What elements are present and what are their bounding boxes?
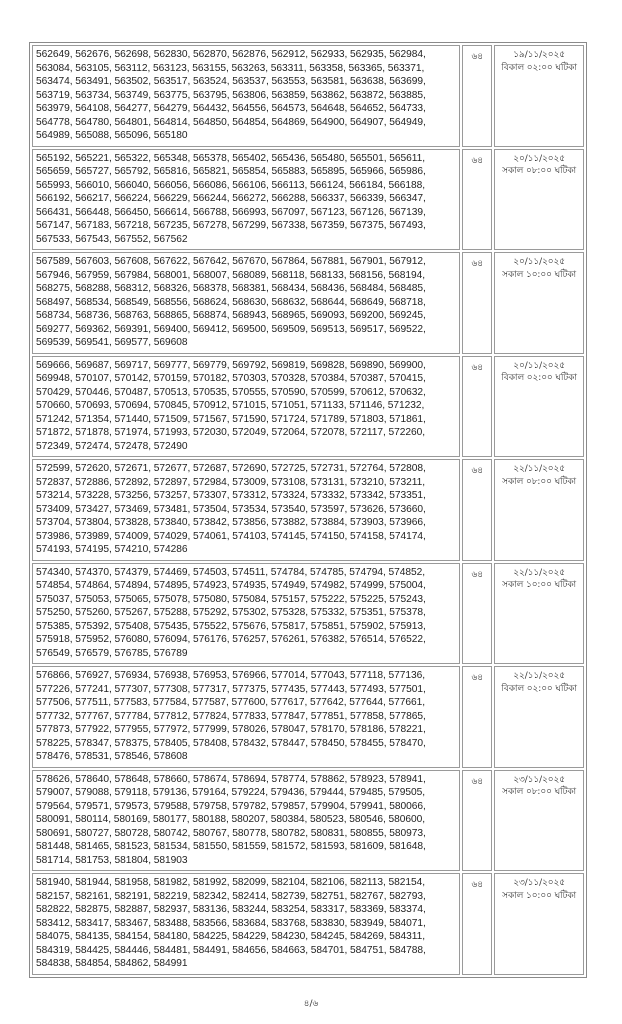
exam-date: ২০/১১/২০২৫ xyxy=(513,360,565,371)
table-row xyxy=(32,356,584,458)
roll-numbers-cell: 574340, 574370, 574379, 574469, 574503, 574511, 574784, 574785, 574794, 574852, 574854, 574864, 574894, 574895, 574923, 574935, 574949, 574982, 574999, 575004, 575037, 575053, 575065, 575078, 575080, 575084, 575157, 575222, 575225, 575243, 575250, 575260, 575267, 575288, 575292, 575302, 575328, 575332, 575351, 575378, 575385, 575392, 575408, 575435, 575522, 575676, 575817, 575851, 575902, 575913, 575918, 575952, 576080, 576094, 576176, 576257, 576261, 576382, 576514, 576522, 576549, 576579, 576785, 576789 xyxy=(32,563,460,665)
center-code-cell: ৬৪ xyxy=(462,252,492,354)
table-row xyxy=(32,563,584,665)
exam-date: ২২/১১/২০২৫ xyxy=(513,464,565,474)
table-row xyxy=(32,45,584,147)
exam-date: ২২/১১/২০২৫ xyxy=(513,567,565,578)
exam-date: ১৯/১১/২০২৫ xyxy=(513,50,565,60)
exam-datetime-cell xyxy=(494,149,584,251)
exam-time: সকাল ০৮:০০ ঘটিকা xyxy=(502,787,577,798)
table-row xyxy=(32,770,584,872)
roll-numbers-cell: 578626, 578640, 578648, 578660, 578674, 578694, 578774, 578862, 578923, 578941, 579007, 579088, 579118, 579136, 579164, 579224, 579436, 579444, 579485, 579505, 579564, 579571, 579573, 579588, 579758, 579782, 579857, 579904, 579941, 580066, 580091, 580114, 580169, 580177, 580188, 580207, 580384, 580523, 580546, 580600, 580691, 580727, 580728, 580742, 580767, 580778, 580782, 580831, 580855, 580973, 581448, 581465, 581523, 581534, 581550, 581559, 581572, 581593, 581609, 581648, 581714, 581753, 581804, 581903 xyxy=(32,770,460,872)
exam-time: সকাল ০৮:০০ ঘটিকা xyxy=(502,166,577,177)
exam-datetime-cell xyxy=(494,459,584,561)
center-code-cell: ৬৪ xyxy=(462,666,492,768)
schedule-table xyxy=(29,42,587,978)
roll-numbers-cell: 576866, 576927, 576934, 576938, 576953, 576966, 577014, 577043, 577118, 577136, 577226, 577241, 577307, 577308, 577317, 577375, 577435, 577443, 577493, 577501, 577506, 577511, 577583, 577584, 577587, 577600, 577617, 577642, 577644, 577661, 577732, 577767, 577784, 577812, 577824, 577833, 577847, 577851, 577858, 577865, 577873, 577922, 577955, 577972, 577999, 578026, 578047, 578170, 578186, 578221, 578225, 578347, 578375, 578405, 578408, 578432, 578447, 578450, 578455, 578470, 578476, 578531, 578546, 578608 xyxy=(32,666,460,768)
exam-datetime-cell xyxy=(494,252,584,354)
center-code-cell: ৬৪ xyxy=(462,563,492,665)
exam-datetime-cell xyxy=(494,563,584,665)
exam-date: ২২/১১/২০২৫ xyxy=(513,671,565,681)
center-code-cell: ৬৪ xyxy=(462,356,492,458)
table-row xyxy=(32,666,584,768)
exam-date: ২০/১১/২০২৫ xyxy=(513,257,565,267)
roll-numbers-cell: 581940, 581944, 581958, 581982, 581992, 582099, 582104, 582106, 582113, 582154, 582157, 582161, 582191, 582219, 582342, 582414, 582739, 582751, 582767, 582793, 582822, 582875, 582887, 582937, 583136, 583244, 583254, 583317, 583369, 583374, 583412, 583417, 583467, 583488, 583566, 583684, 583768, 583830, 583949, 584071, 584075, 584135, 584154, 584180, 584225, 584229, 584230, 584245, 584269, 584311, 584319, 584425, 584446, 584481, 584491, 584656, 584663, 584701, 584751, 584788, 584838, 584854, 584862, 584991 xyxy=(32,873,460,975)
exam-date: ২৩/১১/২০২৫ xyxy=(513,878,565,888)
exam-datetime-cell xyxy=(494,770,584,872)
exam-time: বিকাল ০২:০০ ঘটিকা xyxy=(501,683,577,694)
roll-numbers-cell: 565192, 565221, 565322, 565348, 565378, 565402, 565436, 565480, 565501, 565611, 565659, 565727, 565792, 565816, 565821, 565854, 565883, 565895, 565966, 565986, 565993, 566010, 566040, 566056, 566086, 566106, 566113, 566124, 566184, 566188, 566192, 566217, 566224, 566229, 566244, 566272, 566288, 566337, 566339, 566347, 566431, 566448, 566450, 566614, 566788, 566993, 567097, 567123, 567126, 567139, 567147, 567183, 567218, 567235, 567278, 567299, 567338, 567359, 567375, 567493, 567533, 567543, 567552, 567562 xyxy=(32,149,460,251)
center-code-cell: ৬৪ xyxy=(462,149,492,251)
roll-numbers-cell: 569666, 569687, 569717, 569777, 569779, 569792, 569819, 569828, 569890, 569900, 569948, 570107, 570142, 570159, 570182, 570303, 570328, 570384, 570387, 570415, 570429, 570446, 570487, 570513, 570535, 570555, 570590, 570599, 570612, 570632, 570660, 570693, 570694, 570845, 570912, 571015, 571051, 571133, 571146, 571232, 571242, 571354, 571440, 571509, 571567, 571590, 571724, 571789, 571803, 571861, 571872, 571878, 571974, 571993, 572030, 572049, 572064, 572078, 572117, 572260, 572349, 572474, 572478, 572490 xyxy=(32,356,460,458)
exam-time: সকাল ০৮:০০ ঘটিকা xyxy=(502,476,577,487)
exam-datetime-cell xyxy=(494,45,584,147)
page-number: ৪/৬ xyxy=(303,999,319,1009)
exam-time: সকাল ১০:০০ ঘটিকা xyxy=(502,890,577,901)
table-row xyxy=(32,149,584,251)
exam-datetime-cell xyxy=(494,873,584,975)
exam-datetime-cell xyxy=(494,666,584,768)
exam-time: সকাল ১০:০০ ঘটিকা xyxy=(502,580,577,591)
schedule-table-container xyxy=(29,42,587,978)
table-row xyxy=(32,459,584,561)
roll-numbers-cell: 572599, 572620, 572671, 572677, 572687, 572690, 572725, 572731, 572764, 572808, 572837, 572886, 572892, 572897, 572984, 573009, 573108, 573131, 573210, 573211, 573214, 573228, 573256, 573257, 573307, 573312, 573324, 573332, 573342, 573351, 573409, 573427, 573469, 573481, 573504, 573534, 573540, 573597, 573626, 573660, 573704, 573804, 573828, 573840, 573842, 573856, 573882, 573884, 573903, 573966, 573986, 573989, 574009, 574029, 574061, 574103, 574145, 574150, 574158, 574174, 574193, 574195, 574210, 574286 xyxy=(32,459,460,561)
table-row xyxy=(32,252,584,354)
exam-datetime-cell xyxy=(494,356,584,458)
exam-time: বিকাল ০২:০০ ঘটিকা xyxy=(501,62,577,73)
center-code-cell: ৬৪ xyxy=(462,873,492,975)
center-code-cell: ৬৪ xyxy=(462,770,492,872)
table-row xyxy=(32,873,584,975)
center-code-cell: ৬৪ xyxy=(462,459,492,561)
exam-date: ২০/১১/২০২৫ xyxy=(513,153,565,164)
exam-time: সকাল ১০:০০ ঘটিকা xyxy=(502,269,577,280)
center-code-cell: ৬৪ xyxy=(462,45,492,147)
roll-numbers-cell: 567589, 567603, 567608, 567622, 567642, 567670, 567864, 567881, 567901, 567912, 567946, 567959, 567984, 568001, 568007, 568089, 568118, 568133, 568156, 568194, 568275, 568288, 568312, 568326, 568378, 568381, 568434, 568436, 568484, 568485, 568497, 568534, 568549, 568556, 568624, 568630, 568632, 568644, 568649, 568718, 568734, 568736, 568763, 568865, 568874, 568943, 568965, 569093, 569200, 569245, 569277, 569362, 569391, 569400, 569412, 569500, 569509, 569513, 569517, 569522, 569539, 569541, 569577, 569608 xyxy=(32,252,460,354)
exam-time: বিকাল ০২:০০ ঘটিকা xyxy=(501,373,577,384)
exam-date: ২৩/১১/২০২৫ xyxy=(513,774,565,785)
roll-numbers-cell: 562649, 562676, 562698, 562830, 562870, 562876, 562912, 562933, 562935, 562984, 563084, 563105, 563112, 563123, 563155, 563263, 563311, 563358, 563365, 563371, 563474, 563491, 563502, 563517, 563524, 563537, 563553, 563581, 563638, 563699, 563719, 563734, 563749, 563775, 563795, 563806, 563859, 563862, 563872, 563885, 563979, 564108, 564277, 564279, 564432, 564556, 564573, 564648, 564652, 564733, 564778, 564780, 564801, 564814, 564850, 564854, 564869, 564900, 564907, 564949, 564989, 565088, 565096, 565180 xyxy=(32,45,460,147)
